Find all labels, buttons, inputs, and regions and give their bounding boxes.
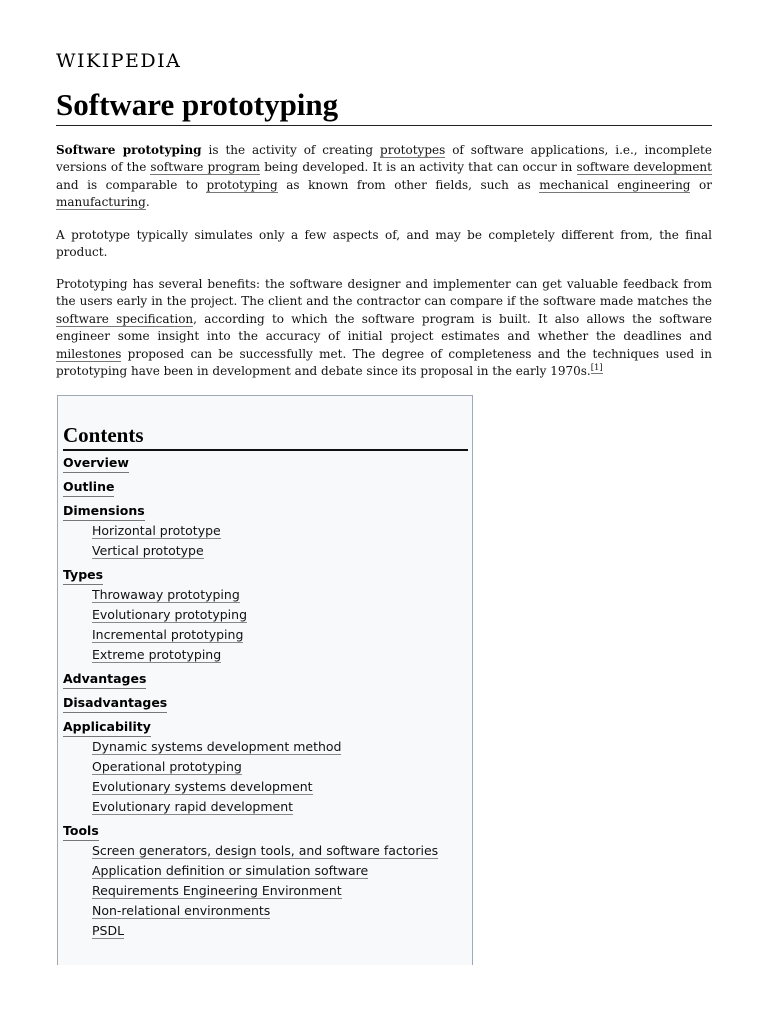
toc-section xyxy=(63,822,468,941)
toc-link-overview[interactable]: Overview xyxy=(63,454,129,473)
toc-subitem xyxy=(92,921,468,941)
link-prototypes[interactable]: prototypes xyxy=(380,143,446,157)
toc-link-types[interactable]: Types xyxy=(63,566,103,585)
link-software-specification[interactable]: software specification xyxy=(56,311,194,326)
toc-subitem xyxy=(92,861,468,881)
toc-subitem xyxy=(92,797,468,817)
toc-subitem xyxy=(92,645,468,665)
text: is the activity of creating xyxy=(201,143,381,157)
table-of-contents xyxy=(57,395,473,965)
toc-subitem xyxy=(92,605,468,625)
toc-subitem xyxy=(92,625,468,645)
link-prototyping[interactable]: prototyping xyxy=(206,177,278,192)
toc-link-vertical-prototype[interactable]: Vertical prototype xyxy=(92,542,204,558)
toc-link-screen-generators-design-tools-and-software-factories[interactable]: Screen generators, design tools, and software factories xyxy=(92,842,439,858)
toc-link-evolutionary-systems-development[interactable]: Evolutionary systems development xyxy=(92,778,313,794)
text: . xyxy=(145,195,150,210)
bold-term: Software prototyping xyxy=(56,143,202,157)
toc-list xyxy=(63,454,468,941)
link-mechanical-engineering[interactable]: mechanical engineering xyxy=(539,177,691,192)
reference-1-link[interactable]: [1] xyxy=(590,363,603,374)
reference-1[interactable] xyxy=(591,363,603,374)
toc-link-tools[interactable]: Tools xyxy=(63,822,99,841)
toc-subitem xyxy=(92,777,468,797)
page-title: Software prototyping xyxy=(56,86,712,126)
toc-title: Contents xyxy=(63,422,468,451)
toc-link-dimensions[interactable]: Dimensions xyxy=(63,502,145,521)
toc-section xyxy=(63,566,468,665)
text: being developed. It is an activity that can occur in xyxy=(260,160,577,175)
toc-link-throwaway-prototyping[interactable]: Throwaway prototyping xyxy=(92,586,240,602)
toc-link-non-relational-environments[interactable]: Non-relational environments xyxy=(92,902,271,918)
text: of software applications, i.e., incomplete versions of the xyxy=(56,143,712,175)
intro-paragraph-2: A prototype typically simulates only a few aspects of, and may be completely different from, the final product. xyxy=(56,228,712,260)
toc-subitem xyxy=(92,901,468,921)
text: , according to which the software program is built. It also allows the software engineer some insight into the accuracy of initial project estimates and whether the deadlines and xyxy=(56,311,712,344)
toc-link-psdl[interactable]: PSDL xyxy=(92,922,125,938)
toc-section xyxy=(63,502,468,561)
toc-subitem xyxy=(92,541,468,561)
toc-link-evolutionary-prototyping[interactable]: Evolutionary prototyping xyxy=(92,606,248,622)
intro-paragraph-1 xyxy=(56,142,712,212)
toc-link-operational-prototyping[interactable]: Operational prototyping xyxy=(92,758,242,774)
toc-subitem xyxy=(92,757,468,777)
toc-section xyxy=(63,718,468,817)
toc-link-application-definition-or-simulation-software[interactable]: Application definition or simulation software xyxy=(92,862,369,878)
toc-link-horizontal-prototype[interactable]: Horizontal prototype xyxy=(92,522,221,538)
toc-subitem xyxy=(92,521,468,541)
link-software-program[interactable]: software program xyxy=(150,160,261,175)
toc-link-applicability[interactable]: Applicability xyxy=(63,718,151,737)
toc-link-disadvantages[interactable]: Disadvantages xyxy=(63,694,167,713)
wikipedia-wordmark[interactable]: WIKIPEDIA xyxy=(56,50,182,72)
toc-section xyxy=(63,478,468,497)
toc-link-evolutionary-rapid-development[interactable]: Evolutionary rapid development xyxy=(92,798,294,814)
link-milestones[interactable]: milestones xyxy=(56,346,122,361)
link-manufacturing[interactable]: manufacturing xyxy=(56,195,146,210)
toc-section xyxy=(63,670,468,689)
toc-subitem xyxy=(92,737,468,757)
intro-paragraph-3 xyxy=(56,276,712,380)
text: proposed can be successfully met. The degree of completeness and the techniques used in prototyping have been in development and debate since its proposal in the early 1970s. xyxy=(56,346,712,379)
toc-link-dynamic-systems-development-method[interactable]: Dynamic systems development method xyxy=(92,738,342,754)
toc-link-requirements-engineering-environment[interactable]: Requirements Engineering Environment xyxy=(92,882,342,898)
toc-link-extreme-prototyping[interactable]: Extreme prototyping xyxy=(92,646,222,662)
text: or xyxy=(690,177,712,192)
text: and is comparable to xyxy=(56,177,207,192)
toc-section xyxy=(63,694,468,713)
toc-link-incremental-prototyping[interactable]: Incremental prototyping xyxy=(92,626,244,642)
text: as known from other fields, such as xyxy=(277,177,540,192)
text: Prototyping has several benefits: the software designer and implementer can get valuable feedback from the users early in the project. The client and the contractor can compare if the software made matches the xyxy=(56,277,712,309)
toc-subitem xyxy=(92,585,468,605)
toc-link-outline[interactable]: Outline xyxy=(63,478,114,497)
toc-link-advantages[interactable]: Advantages xyxy=(63,670,146,689)
toc-subitem xyxy=(92,841,468,861)
toc-section xyxy=(63,454,468,473)
link-software-development[interactable]: software development xyxy=(576,160,712,175)
toc-subitem xyxy=(92,881,468,901)
